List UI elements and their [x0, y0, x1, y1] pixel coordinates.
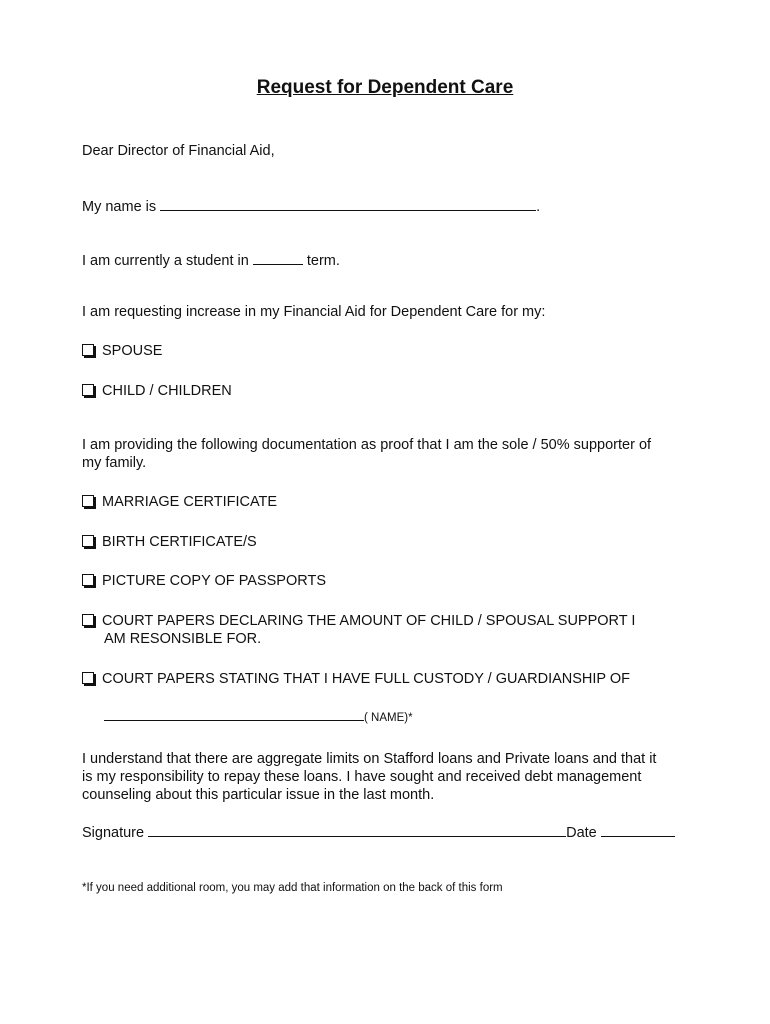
document-option-support [82, 612, 635, 630]
children-label: CHILD / CHILDREN [102, 383, 232, 399]
salutation: Dear Director of Financial Aid, [82, 143, 275, 159]
document-option-marriage [82, 493, 277, 511]
spouse-checkbox[interactable] [82, 344, 94, 356]
name-field[interactable] [160, 196, 536, 211]
name-suffix: . [536, 199, 541, 215]
signature-field[interactable] [148, 822, 566, 837]
custody-name-label: ( NAME)* [364, 712, 413, 724]
spouse-label: SPOUSE [102, 343, 163, 359]
term-field[interactable] [253, 250, 303, 265]
name-line [82, 196, 540, 216]
birth-certificate-label: BIRTH CERTIFICATE/S [102, 534, 257, 550]
custody-papers-label: COURT PAPERS STATING THAT I HAVE FULL CUSTODY / GUARDIANSHIP OF [102, 671, 631, 687]
footnote: *If you need additional room, you may add that information on the back of this form [82, 882, 503, 894]
signature-label: Signature [82, 825, 145, 841]
acknowledgement-line-2: is my responsibility to repay these loans. I have sought and received debt management [82, 769, 642, 785]
document-option-passports [82, 572, 326, 590]
term-label: term. [306, 253, 340, 269]
request-statement: I am requesting increase in my Financial Aid for Dependent Care for my: [82, 304, 546, 320]
document-option-custody [82, 670, 630, 688]
support-papers-checkbox[interactable] [82, 614, 94, 626]
documentation-statement-line-1: I am providing the following documentation as proof that I am the sole / 50% supporter of [82, 437, 652, 453]
birth-certificate-checkbox[interactable] [82, 535, 94, 547]
acknowledgement-line-1: I understand that there are aggregate limits on Stafford loans and Private loans and that it [82, 751, 657, 767]
documentation-statement-line-2: my family. [82, 455, 147, 471]
document-option-birth [82, 533, 257, 551]
marriage-certificate-checkbox[interactable] [82, 495, 94, 507]
dependent-option-children [82, 382, 232, 400]
acknowledgement-line-3: counseling about this particular issue in the last month. [82, 787, 435, 803]
signature-line [82, 822, 675, 842]
support-papers-label: COURT PAPERS DECLARING THE AMOUNT OF CHILD / SPOUSAL SUPPORT I [102, 613, 636, 629]
custody-papers-checkbox[interactable] [82, 672, 94, 684]
support-papers-label-cont: AM RESONSIBLE FOR. [104, 631, 262, 647]
dependent-option-spouse [82, 342, 162, 360]
passports-label: PICTURE COPY OF PASSPORTS [102, 573, 326, 589]
marriage-certificate-label: MARRIAGE CERTIFICATE [102, 494, 278, 510]
custody-name-line [104, 708, 413, 727]
date-label: Date [566, 825, 597, 841]
passports-checkbox[interactable] [82, 574, 94, 586]
custody-name-field[interactable] [104, 708, 364, 721]
children-checkbox[interactable] [82, 384, 94, 396]
name-label: My name is [82, 199, 157, 215]
document-title: Request for Dependent Care [256, 77, 514, 98]
student-term-line [82, 250, 340, 270]
date-field[interactable] [601, 822, 675, 837]
student-label: I am currently a student in [82, 253, 249, 269]
